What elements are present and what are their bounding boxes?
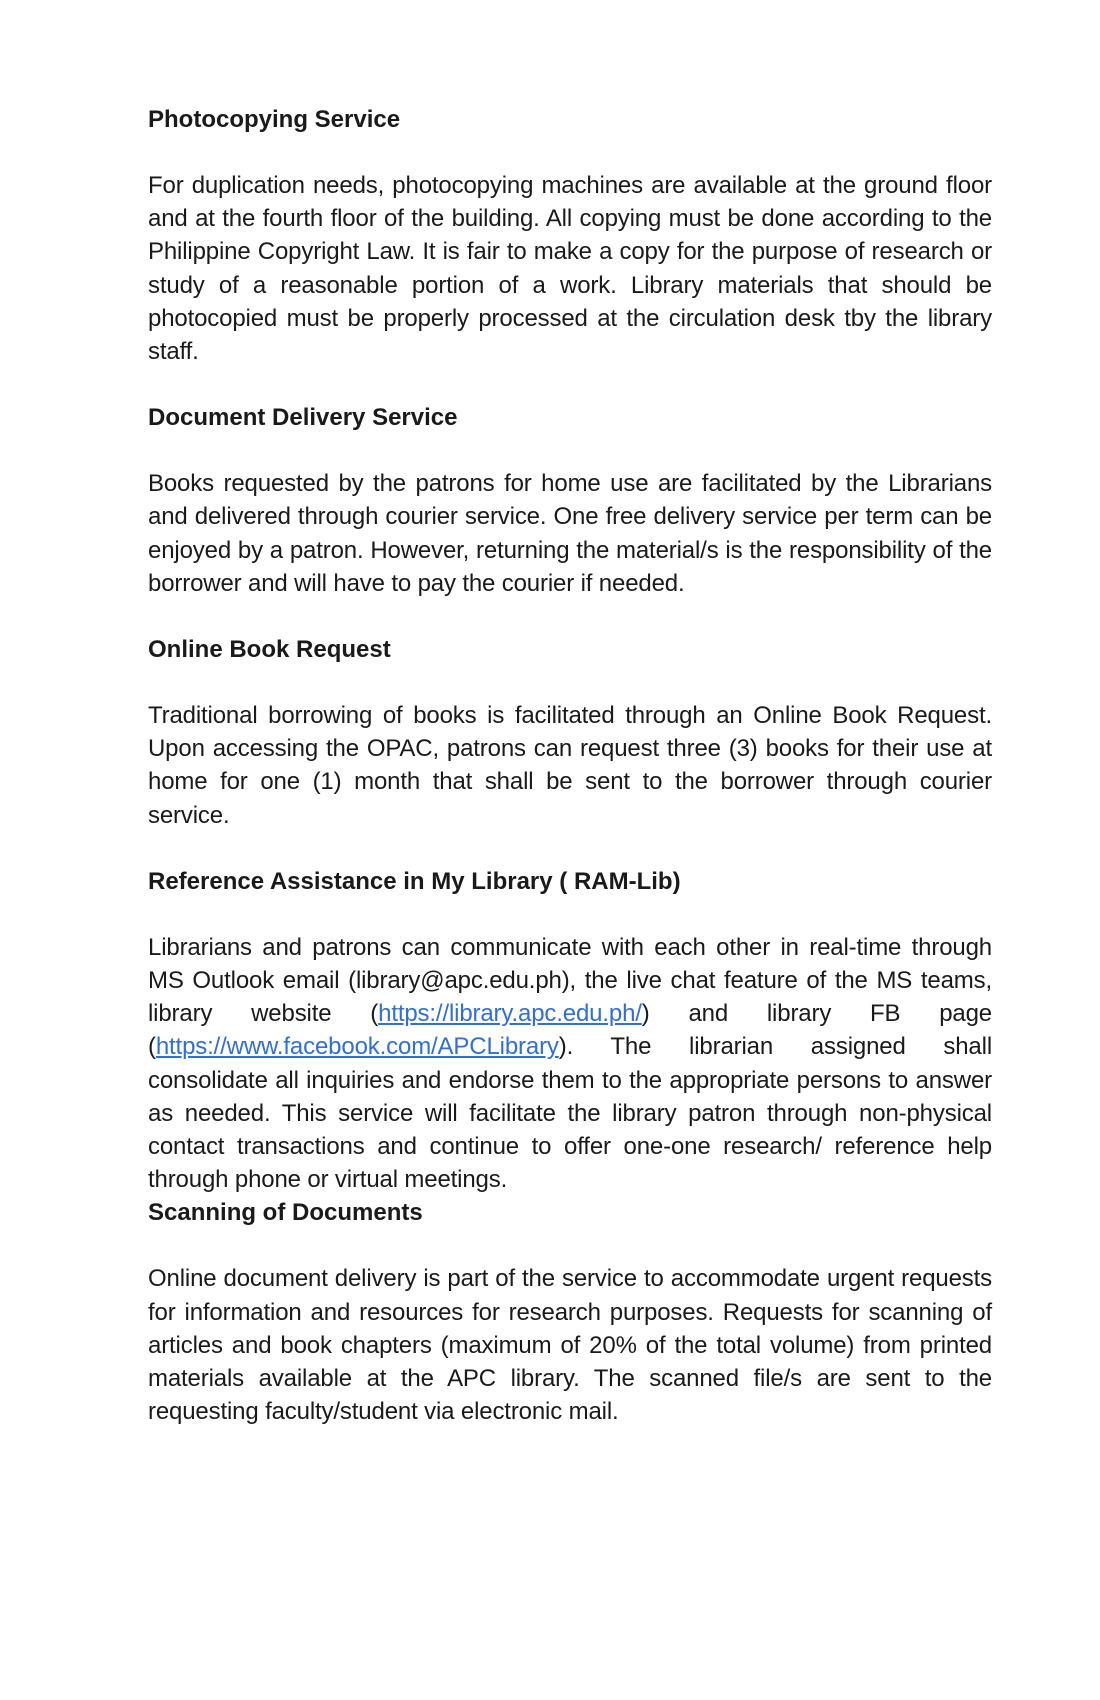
ram-lib-text-2: ) and library FB page ( (148, 1000, 992, 1061)
section-heading-online-book-request: Online Book Request (148, 636, 391, 664)
section-heading-photocopying: Photocopying Service (148, 106, 401, 133)
section-heading-ram-lib: Reference Assistance in My Library ( RAM-Lib) (148, 867, 681, 895)
section-body-document-delivery: Books requested by the patrons for home use are facilitated by the Librarians and delivered through courier service. One free delivery service per term can be enjoyed by a patron. However, returning the material/s is the responsibility of the borrower and will have to pay the courier if needed. (148, 470, 992, 597)
section-body-scanning: Online document delivery is part of the service to accommodate urgent requests for information and resources for research purposes. Requests for scanning of articles and book chapters (maximum of 20% of the total volume) from printed materials available at the APC library. The scanned file/s are sent to the requesting faculty/student via electronic mail. (148, 1265, 992, 1426)
document-page (148, 103, 992, 1461)
ram-lib-text-1: Librarians and patrons can communicate with each other in real-time through MS Outlook email (library@apc.edu.ph), the live chat feature of the MS teams, library website ( (148, 933, 992, 1028)
section-body-ram-lib (148, 931, 992, 1197)
ram-lib-text-3: ). The librarian assigned shall consolidate all inquiries and endorse them to the appropriate persons to answer as needed. This service will facilitate the library patron through non-physical contact transactions and continue to offer one-one research/ reference help through phone or virtual meetings. (148, 1033, 992, 1194)
section-heading-document-delivery: Document Delivery Service (148, 404, 458, 432)
section-heading-scanning: Scanning of Documents (148, 1199, 423, 1227)
library-website-link[interactable]: https://library.apc.edu.ph/ (378, 1000, 642, 1028)
section-body-online-book-request: Traditional borrowing of books is facilitated through an Online Book Request. Upon accessing the OPAC, patrons can request three (3) books for their use at home for one (1) month that shall be sent to the borrower through courier service. (148, 702, 992, 829)
facebook-page-link[interactable]: https://www.facebook.com/APCLibrary (155, 1033, 559, 1061)
section-body-photocopying: For duplication needs, photocopying machines are available at the ground floor and at the fourth floor of the building. All copying must be done according to the Philippine Copyright Law. It is fair to make a copy for the purpose of research or study of a reasonable portion of a work. Library materials that should be photocopied must be properly processed at the circulation desk tby the library staff. (148, 172, 992, 366)
